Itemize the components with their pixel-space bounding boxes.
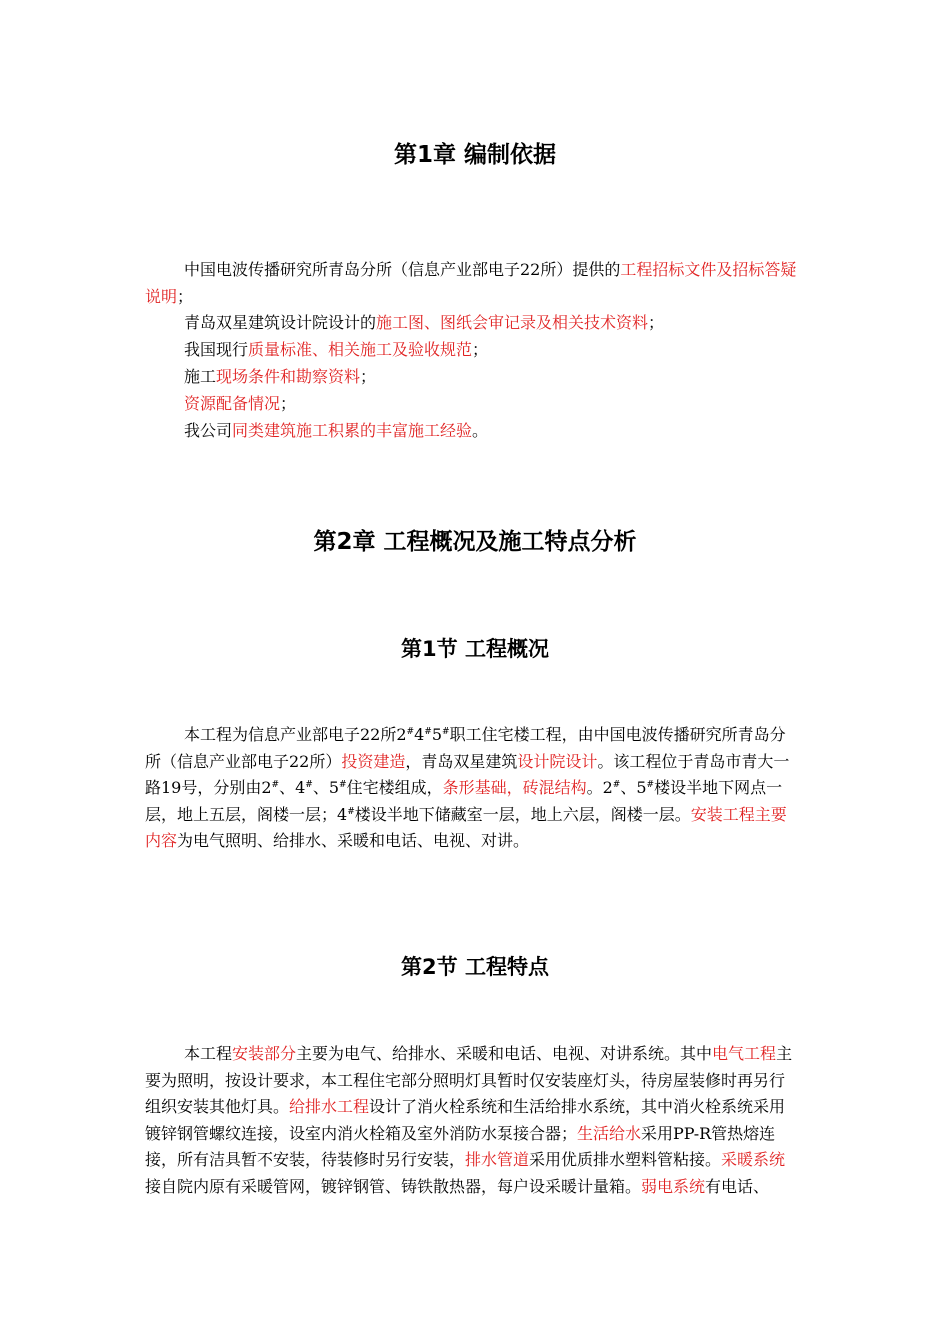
basis-item-4: 施工现场条件和勘察资料；	[184, 367, 377, 386]
features-paragraph: 本工程安装部分主要为电气、给排水、采暖和电话、电视、对讲系统。其中电气工程主要为照明，按设计要求，本工程住宅部分照明灯具暂时仅安装座灯头，待房屋装修时再另行组织安装其他灯具。给排水工程设计了消火栓系统和生活给排水系统，其中消火栓系统采用镀锌钢管螺纹连接，设室内消火栓箱及室外消防水泵接合器；生活给水采用PP-R管热熔连接，所有洁具暂不安装，待装修时另行安装，排水管道采用优质排水塑料管粘接。采暖系统接自院内原有采暖管网，镀锌钢管、铸铁散热器，每户设采暖计量箱。弱电系统有电话、	[145, 1044, 793, 1196]
section-1-title: 第1节 工程概况	[401, 637, 549, 661]
chapter-1-title: 第1章 编制依据	[393, 142, 556, 168]
basis-item-6: 我公司同类建筑施工积累的丰富施工经验。	[184, 421, 489, 440]
basis-item-2: 青岛双星建筑设计院设计的施工图、图纸会审记录及相关技术资料；	[184, 313, 665, 332]
section-2-title: 第2节 工程特点	[401, 955, 549, 979]
basis-item-5: 资源配备情况；	[184, 394, 297, 413]
chapter-2-title: 第2章 工程概况及施工特点分析	[313, 529, 637, 555]
basis-item-3: 我国现行质量标准、相关施工及验收规范；	[184, 340, 489, 359]
basis-item-1: 中国电波传播研究所青岛分所（信息产业部电子22所）提供的工程招标文件及招标答疑说明；	[145, 260, 797, 306]
overview-paragraph: 本工程为信息产业部电子22所2#4#5#职工住宅楼工程，由中国电波传播研究所青岛分所（信息产业部电子22所）投资建造，青岛双星建筑设计院设计。该工程位于青岛市青大一路19号，分别由2#、4#、5#住宅楼组成，条形基础，砖混结构。2#、5#楼设半地下网点一层，地上五层，阁楼一层；4#楼设半地下储藏室一层，地上六层，阁楼一层。安装工程主要内容为电气照明、给排水、采暖和电话、电视、对讲。	[145, 725, 790, 850]
